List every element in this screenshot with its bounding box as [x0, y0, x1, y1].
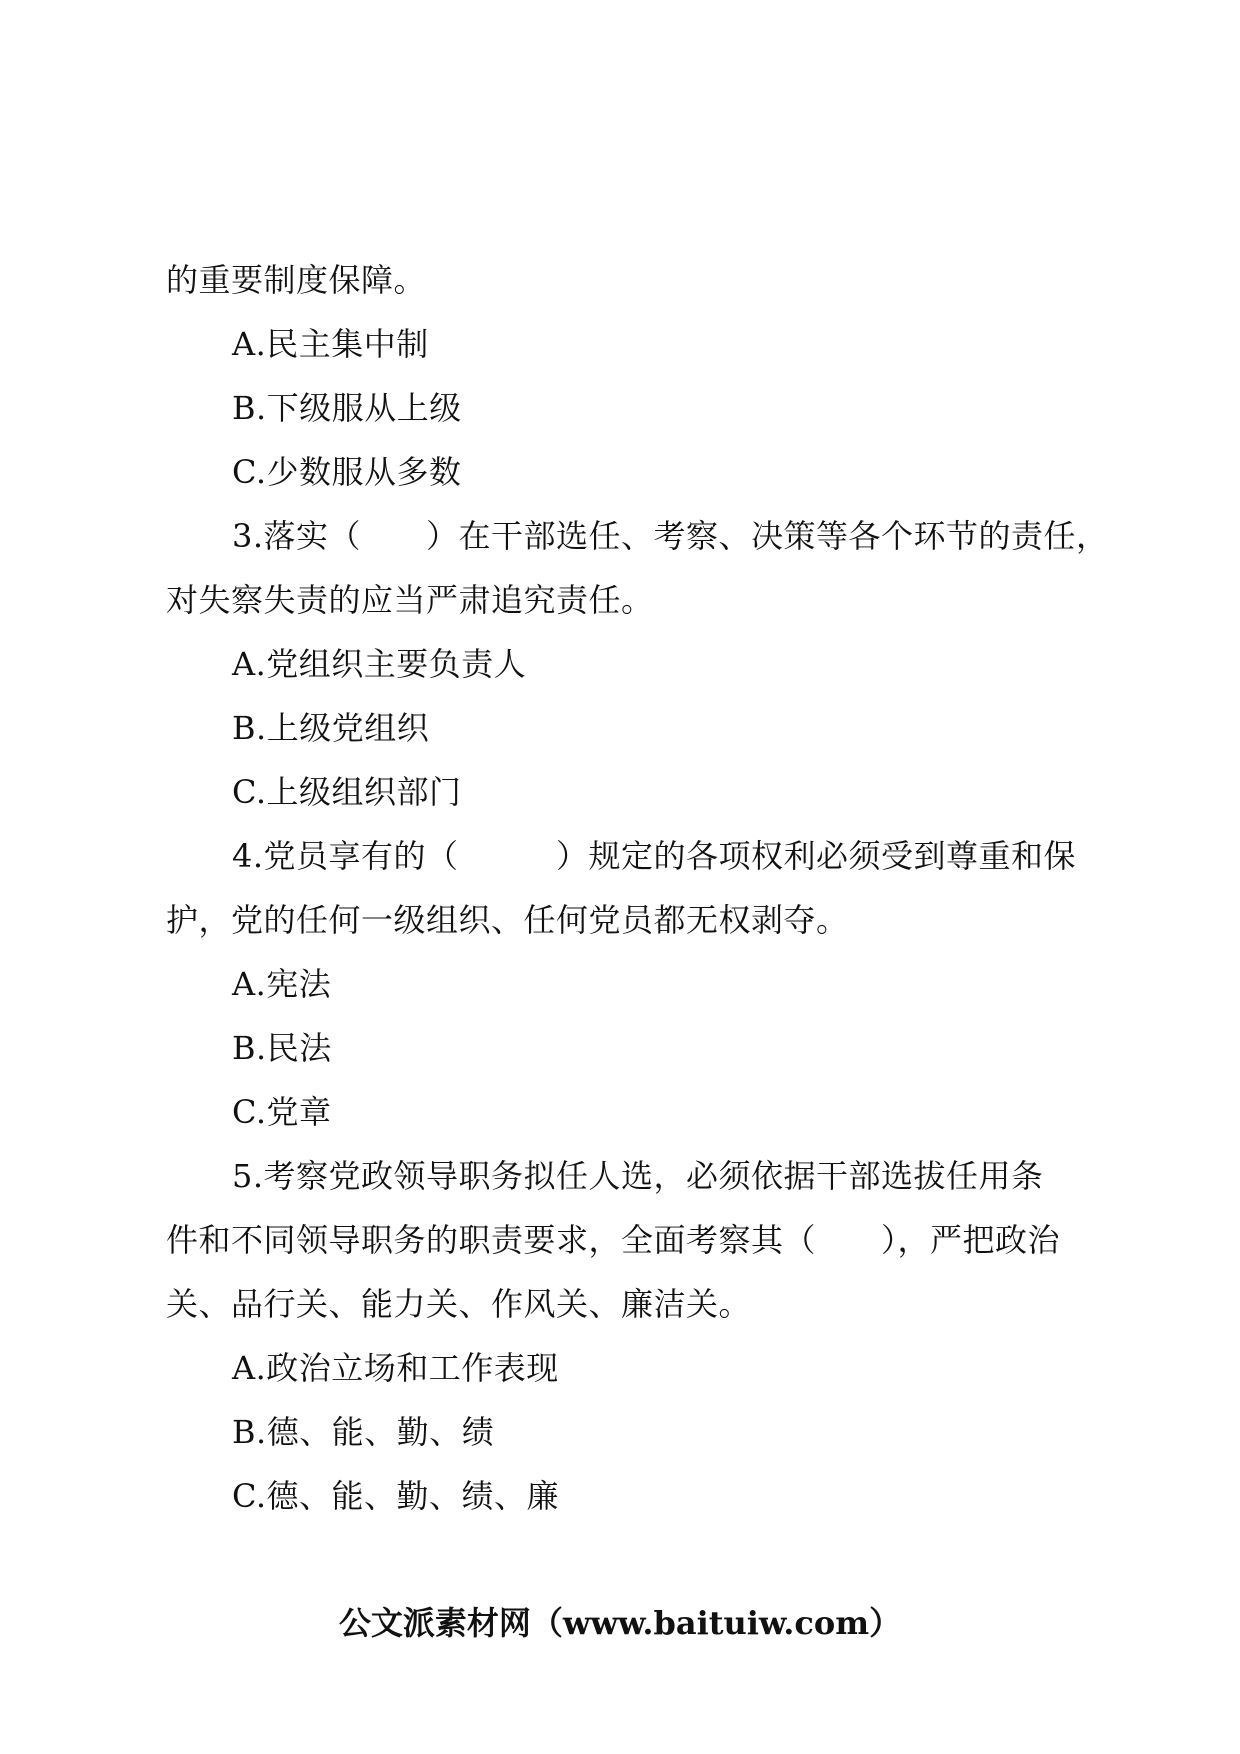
option-c: C.少数服从多数	[232, 453, 462, 491]
option-c: C.党章	[232, 1093, 332, 1131]
option-a: A.政治立场和工作表现	[232, 1349, 559, 1387]
option-a: A.宪法	[232, 965, 332, 1003]
option-a: A.民主集中制	[232, 325, 429, 363]
option-b: B.民法	[232, 1029, 332, 1067]
question-5: 5.考察党政领导职务拟任人选，必须依据干部选拔任用条	[232, 1157, 1044, 1195]
option-b: B.下级服从上级	[232, 389, 462, 427]
question-4: 4.党员享有的（ ）规定的各项权利必须受到尊重和保	[232, 837, 1077, 875]
option-a: A.党组织主要负责人	[232, 645, 527, 683]
text-line: 件和不同领导职务的职责要求，全面考察其（ ），严把政治	[166, 1221, 1061, 1259]
option-c: C.上级组织部门	[232, 773, 462, 811]
text-line: 护，党的任何一级组织、任何党员都无权剥夺。	[166, 901, 849, 939]
option-c: C.德、能、勤、绩、廉	[232, 1477, 560, 1515]
question-3: 3.落实（ ）在干部选任、考察、决策等各个环节的责任，	[232, 517, 1109, 555]
footer-watermark: 公文派素材网（www.baituiw.com）	[338, 1604, 902, 1642]
option-b: B.德、能、勤、绩	[232, 1413, 495, 1451]
text-line: 对失察失责的应当严肃追究责任。	[166, 581, 654, 619]
text-line: 关、品行关、能力关、作风关、廉洁关。	[166, 1285, 752, 1323]
option-b: B.上级党组织	[232, 709, 430, 747]
text-line: 的重要制度保障。	[166, 261, 427, 299]
